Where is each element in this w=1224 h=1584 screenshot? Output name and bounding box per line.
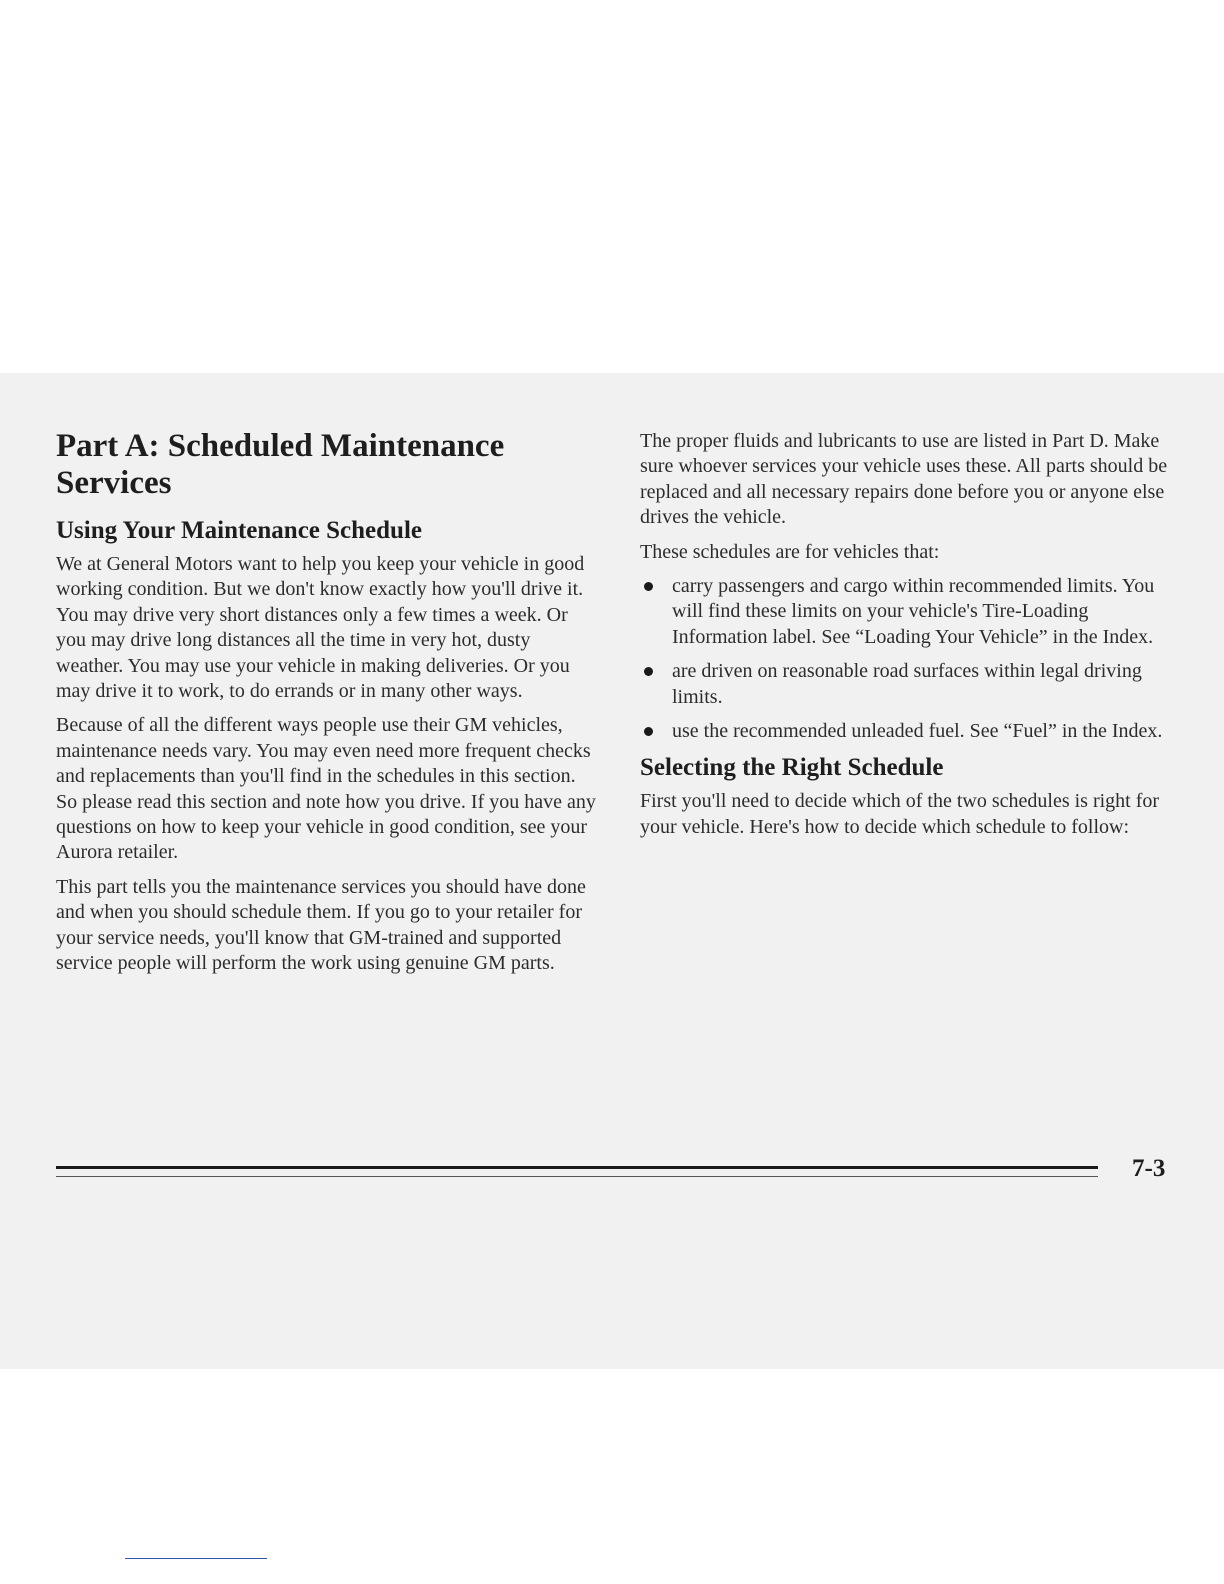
link-underline <box>125 1558 267 1559</box>
section-title-using-schedule: Using Your Maintenance Schedule <box>56 517 423 544</box>
footer-rule-thin <box>56 1176 1098 1177</box>
section-title-selecting-schedule: Selecting the Right Schedule <box>640 754 944 782</box>
paragraph-decide-schedule: First you'll need to decide which of the two schedules is right for your vehicle. Here's how to decide which schedule to follow: <box>640 790 1160 838</box>
list-item-text: carry passengers and cargo within recommended limits. You will find these limits on your vehicle's Tire-Loading Information label. See “Loading Your Vehicle” in the Index. <box>672 575 1155 648</box>
list-item <box>640 719 1185 744</box>
page-number: 7-3 <box>1132 1155 1166 1182</box>
bullet-icon <box>644 727 653 736</box>
vehicle-conditions-list <box>640 574 1185 744</box>
paragraph-intro: We at General Motors want to help you keep your vehicle in good working condition. But we don't know exactly how you'll drive it. You may drive very short distances only a few times a week. Or you may drive long distances all the time in very hot, dusty weather. You may use your vehicle in making deliveries. Or you may drive it to work, to do errands or in many other ways. <box>56 553 585 703</box>
paragraph-maintenance-needs: Because of all the different ways people use their GM vehicles, maintenance needs vary. You may even need more frequent checks and replacements than you'll find in the schedules in this section. So please read this section and note how you drive. If you have any questions on how to keep your vehicle in good condition, see your Aurora retailer. <box>56 714 596 864</box>
right-column <box>640 429 1185 849</box>
part-title: Part A: Scheduled Maintenance Services <box>56 428 505 501</box>
list-item-text: are driven on reasonable road surfaces within legal driving limits. <box>672 660 1142 708</box>
paragraph-fluids: The proper fluids and lubricants to use are listed in Part D. Make sure whoever services your vehicle uses these. All parts should be replaced and all necessary repairs done before you or anyone else drives the vehicle. <box>640 430 1168 529</box>
paragraph-schedules-for: These schedules are for vehicles that: <box>640 540 940 563</box>
list-item <box>640 574 1185 650</box>
list-item <box>640 659 1185 710</box>
paragraph-part-summary: This part tells you the maintenance services you should have done and when you should schedule them. If you go to your retailer for your service needs, you'll know that GM-trained and supported service people will perform the work using genuine GM parts. <box>56 875 586 975</box>
bullet-icon <box>644 667 653 676</box>
bullet-icon <box>644 582 653 591</box>
left-column <box>56 428 596 986</box>
list-item-text: use the recommended unleaded fuel. See “Fuel” in the Index. <box>672 720 1163 743</box>
footer-rule <box>56 1166 1098 1169</box>
